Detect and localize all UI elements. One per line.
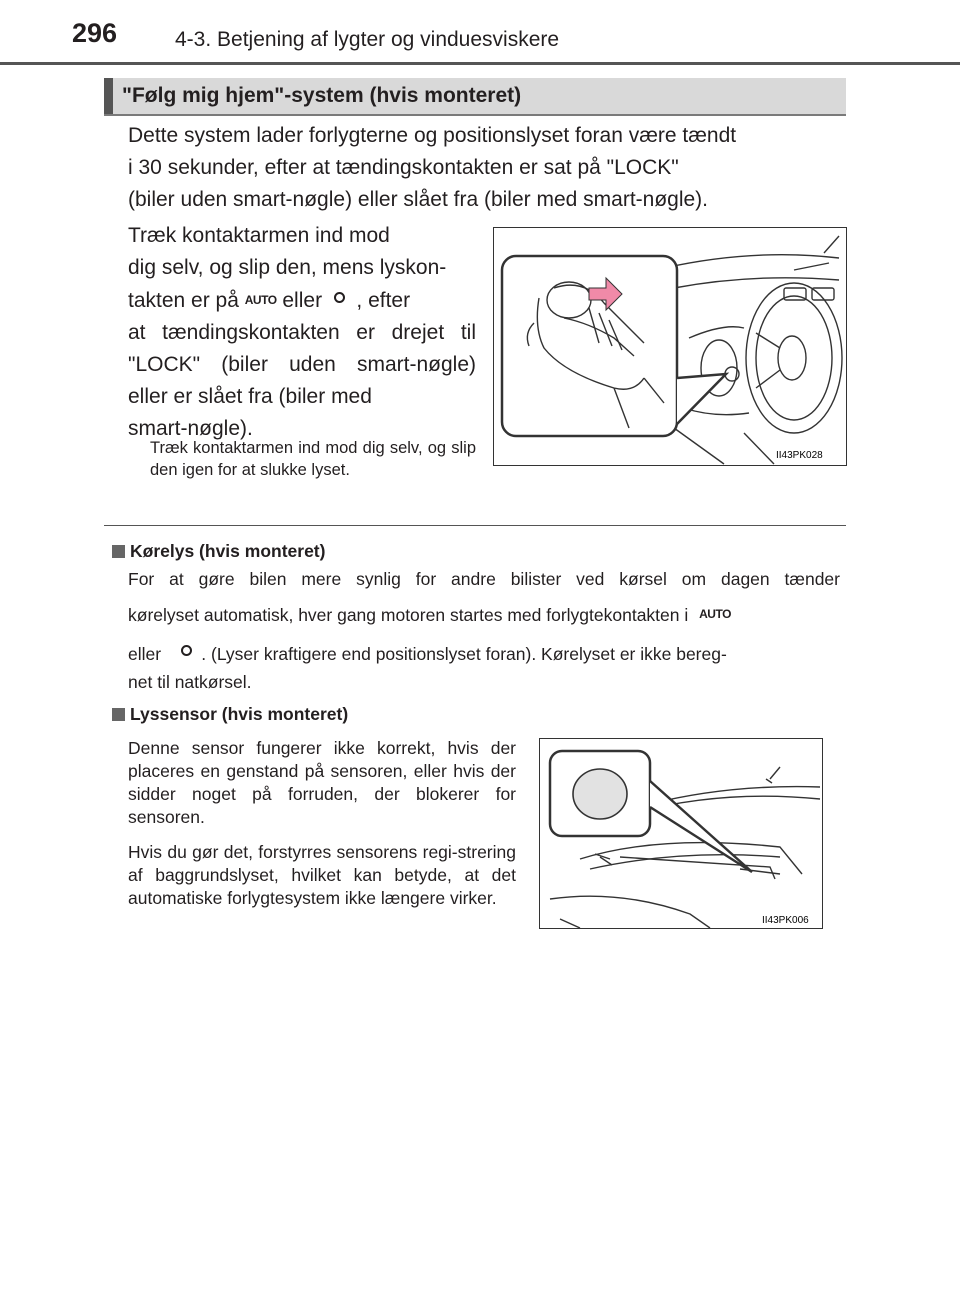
lyssensor-heading: Lyssensor (hvis monteret) (112, 704, 348, 725)
note-text: Træk kontaktarmen ind mod dig selv, og slip den igen for at slukke lyset. (150, 439, 476, 479)
lever-illustration (494, 228, 846, 465)
figure-sensor-illustration (539, 738, 823, 929)
korelys-line: net til natkørsel. (128, 672, 252, 692)
figure-lever-illustration (493, 227, 847, 466)
sensor-illustration (540, 739, 822, 928)
auto-symbol-icon: AUTO (244, 293, 277, 307)
korelys-line: eller . (Lyser kraftigere end positionslyset foran). Kørelyset er ikke bereg- (128, 644, 727, 664)
intro-line: (biler uden smart-nøgle) eller slået fra (biler med smart-nøgle). (128, 188, 709, 211)
instruction-line: smart-nøgle). (128, 417, 253, 440)
figure-label: II43PK006 (762, 915, 809, 926)
lyssensor-paragraph: Hvis du gør det, forstyrres sensorens regi-strering af baggrundslyset, hvilket kan betyde, at det automatiske forlygtesystem ikke længere virker. (128, 842, 516, 908)
position-light-icon (334, 292, 345, 303)
instruction-line: Træk kontaktarmen ind mod (128, 224, 390, 247)
instruction-line: eller er slået fra (biler med (128, 385, 372, 408)
instruction-paragraph (128, 220, 476, 445)
instruction-line: dig selv, og slip den, mens lyskon- (128, 256, 447, 279)
auto-symbol-icon: AUTO (699, 607, 731, 621)
position-light-icon (181, 645, 192, 656)
instruction-line: at tændingskontakten er drejet til (128, 321, 476, 344)
instruction-line: "LOCK" (biler uden smart-nøgle) (128, 353, 476, 376)
korelys-line: kørelyset automatisk, hver gang motoren startes med forlygtekontakten i AUTO (128, 605, 731, 625)
intro-paragraph (128, 120, 828, 216)
lyssensor-paragraph: Denne sensor fungerer ikke korrekt, hvis der placeres en genstand på sensoren, eller hvis der sidder noget på forruden, der blokerer for sensoren. (128, 738, 516, 827)
section-heading: "Følg mig hjem"-system (hvis monteret) (122, 84, 522, 107)
sensor-dome (573, 769, 627, 819)
figure-label: II43PK028 (776, 450, 823, 461)
page-number: 296 (72, 18, 118, 48)
korelys-line: For at gøre bilen mere synlig for andre bilister ved kørsel om dagen tænder (128, 569, 840, 589)
header-rule (0, 62, 960, 65)
section-heading-marker (104, 78, 113, 114)
section-divider (104, 525, 846, 526)
bullet-square-icon (112, 708, 125, 721)
bullet-square-icon (112, 545, 125, 558)
section-title: 4-3. Betjening af lygter og vinduesviskere (175, 28, 560, 51)
korelys-heading: Kørelys (hvis monteret) (112, 541, 325, 562)
intro-line: Dette system lader forlygterne og positionslyset foran være tændt (128, 124, 737, 147)
instruction-line: takten er på AUTO eller , efter (128, 284, 476, 317)
intro-line: i 30 sekunder, efter at tændingskontakten er sat på "LOCK" (128, 156, 679, 179)
